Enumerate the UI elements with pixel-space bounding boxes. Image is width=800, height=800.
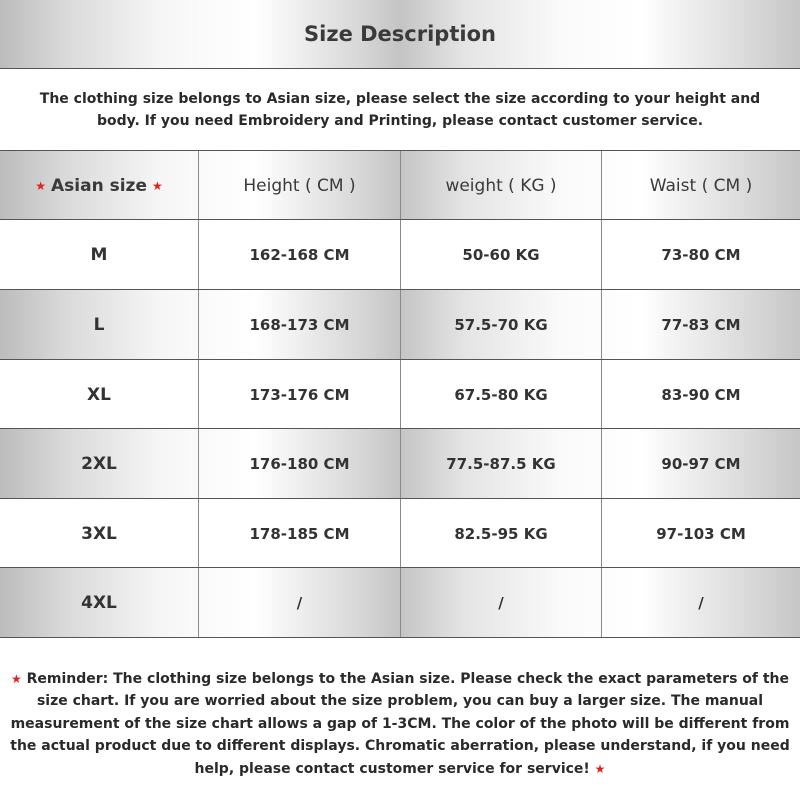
height-cell: 173-176 CM: [199, 360, 401, 429]
weight-cell: 82.5-95 KG: [401, 499, 602, 568]
waist-cell: 97-103 CM: [656, 524, 746, 543]
weight-cell: 57.5-70 KG: [401, 290, 602, 359]
intro-note: [0, 70, 800, 150]
star-icon: ★: [151, 178, 163, 193]
column-header-label: Height ( CM ): [243, 175, 356, 196]
weight-cell: 50-60 KG: [401, 220, 602, 289]
size-cell: 4XL: [0, 568, 199, 637]
column-header-label: weight ( KG ): [445, 175, 557, 196]
size-cell: L: [0, 290, 199, 359]
column-header-label: Asian size: [51, 175, 147, 196]
size-cell: M: [0, 220, 199, 289]
table-header-row: [0, 151, 800, 220]
divider: [0, 68, 800, 69]
size-cell: XL: [0, 360, 199, 429]
column-header-weight: [401, 151, 602, 220]
size-cell: 2XL: [0, 429, 199, 498]
reminder-paragraph: [6, 668, 794, 781]
height-cell: 178-185 CM: [199, 499, 401, 568]
star-icon: ★: [35, 178, 47, 193]
height-cell: 168-173 CM: [199, 290, 401, 359]
size-cell: 3XL: [0, 499, 199, 568]
page-title: [0, 0, 800, 68]
table-row: [0, 360, 800, 429]
waist-cell: 73-80 CM: [661, 245, 741, 264]
divider: [0, 637, 800, 638]
waist-cell: 83-90 CM: [661, 385, 741, 404]
column-header-height: [199, 151, 401, 220]
weight-cell: 77.5-87.5 KG: [401, 429, 602, 498]
table-row: [0, 220, 800, 289]
reminder-note: [0, 648, 800, 800]
reminder-text: Reminder: The clothing size belongs to the Asian size. Please check the exact parameters of the size chart. If you are worried about the size problem, you can buy a larger size. The manual measurement of the size chart allows a gap of 1-3CM. The color of the photo will be different from the actual product due to different displays. Chromatic aberration, please understand, if you need help, please contact customer service for service!: [10, 670, 790, 777]
height-cell: 176-180 CM: [199, 429, 401, 498]
page-title-text: Size Description: [304, 22, 496, 46]
waist-cell: 90-97 CM: [661, 454, 741, 473]
waist-cell: /: [698, 593, 704, 612]
table-row: [0, 568, 800, 637]
height-cell: /: [199, 568, 401, 637]
column-header-waist: [602, 151, 800, 220]
waist-cell: 77-83 CM: [661, 315, 741, 334]
weight-cell: /: [401, 568, 602, 637]
table-row: [0, 429, 800, 498]
star-icon: ★: [594, 761, 606, 776]
table-row: [0, 290, 800, 359]
column-header-asian-size: [0, 151, 199, 220]
height-cell: 162-168 CM: [199, 220, 401, 289]
table-row: [0, 499, 800, 568]
star-icon: ★: [10, 671, 22, 686]
weight-cell: 67.5-80 KG: [401, 360, 602, 429]
column-header-label: Waist ( CM ): [649, 175, 753, 196]
intro-text: The clothing size belongs to Asian size, please select the size according to your height and body. If you need Embroidery and Printing, please contact customer service.: [39, 91, 761, 129]
